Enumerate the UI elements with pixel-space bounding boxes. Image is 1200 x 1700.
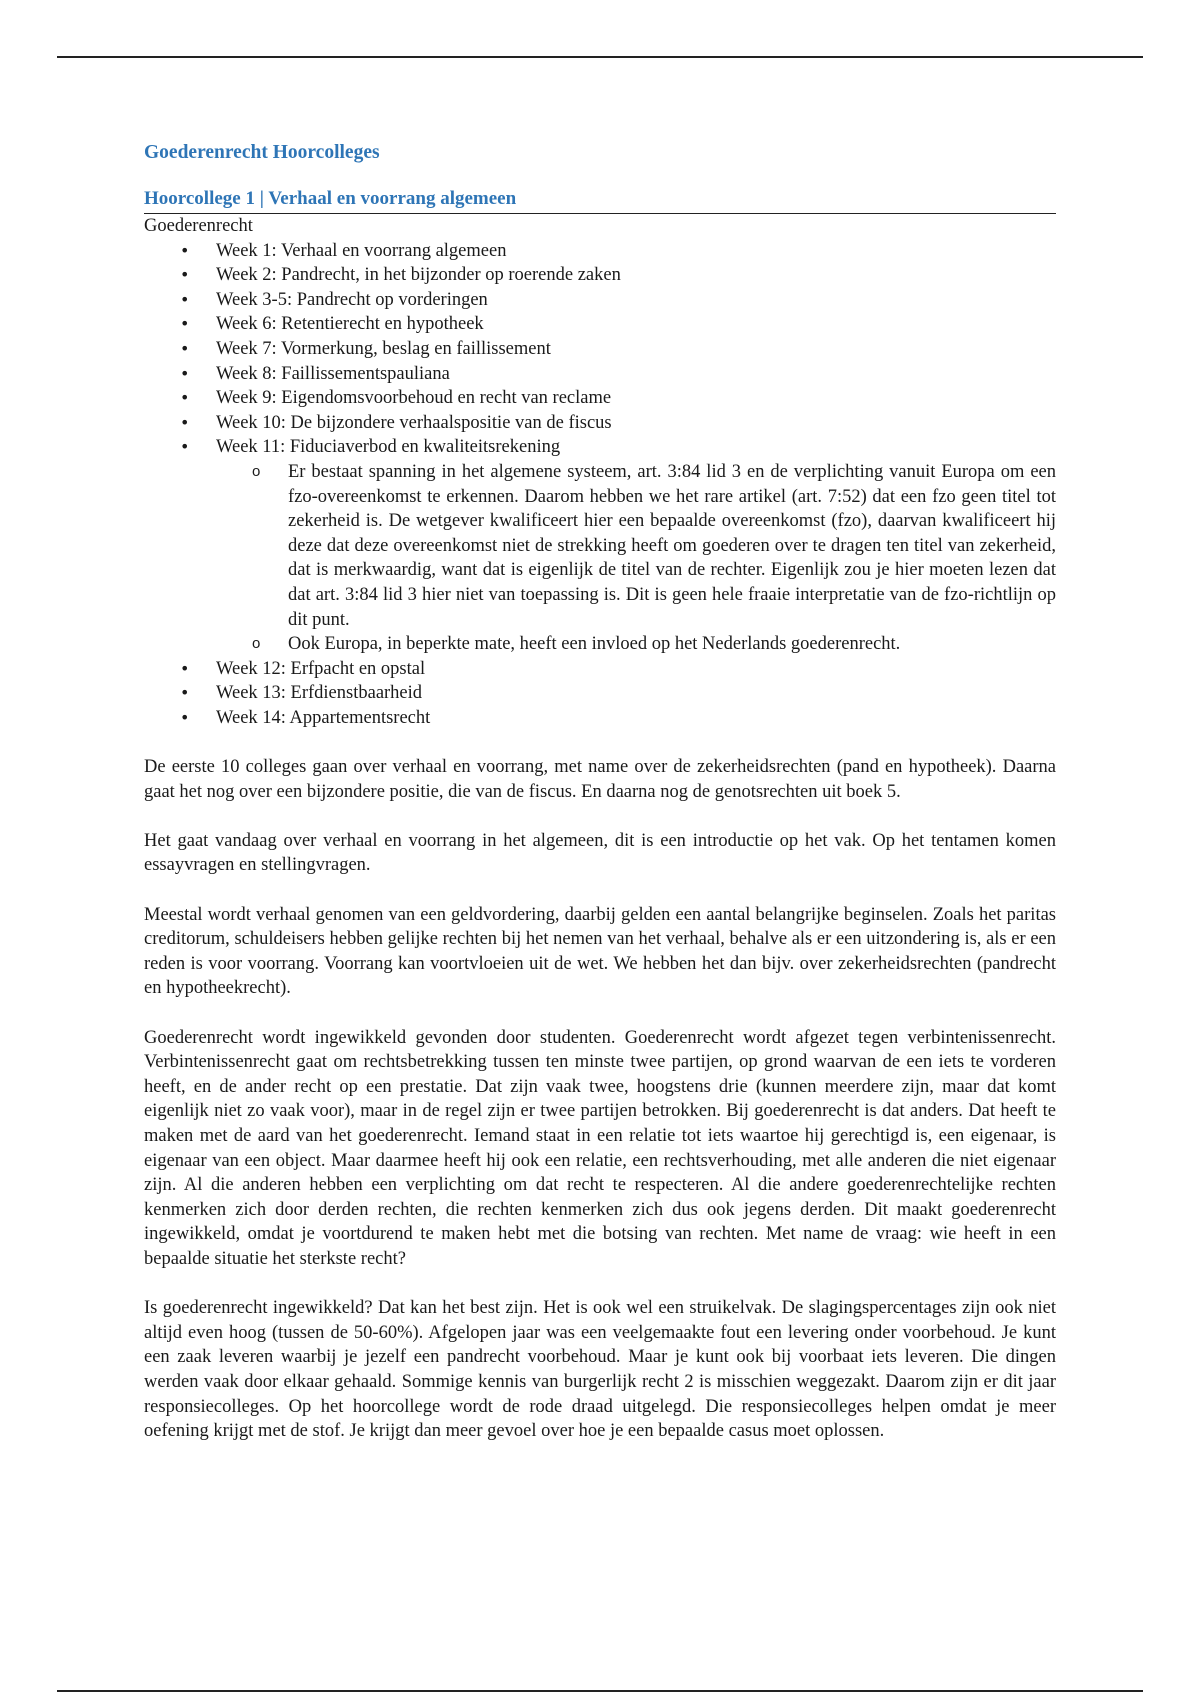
list-item-week-11 xyxy=(216,435,1056,656)
list-item: • Week 14: Appartementsrecht xyxy=(216,706,1056,731)
list-item: • Week 6: Retentierecht en hypotheek xyxy=(216,312,1056,337)
document-title: Goederenrecht Hoorcolleges xyxy=(144,142,380,163)
paragraph: Het gaat vandaag over verhaal en voorrang in het algemeen, dit is een introductie op het vak. Op het tentamen komen essayvragen en stellingvragen. xyxy=(144,830,1056,876)
list-item: • Week 8: Faillissementspauliana xyxy=(216,362,1056,387)
list-item: • Week 13: Erfdienstbaarheid xyxy=(216,681,1056,706)
document-body xyxy=(144,140,1056,1444)
paragraph: Goederenrecht wordt ingewikkeld gevonden door studenten. Goederenrecht wordt afgezet tegen verbintenissenrecht. Verbintenissenrecht gaat om rechtsbetrekking tussen ten minste twee partijen, op grond waarvan de een iets te vorderen heeft, en de ander recht op een prestatie. Dat zijn vaak twee, hoogstens drie (kunnen meerdere zijn, maar dat komt eigenlijk niet zo vaak voor), maar in de regel zijn er twee partijen betrokken. Bij goederenrecht is dat anders. Dat heeft te maken met de aard van het goederenrecht. Iemand staat in een relatie tot iets waartoe hij gerechtigd is, een eigenaar, is eigenaar van een object. Maar daarmee heeft hij ook een relatie, een rechtsverhouding, met alle anderen die niet eigenaar zijn. Al die anderen hebben een verplichting om dat recht te respecteren. Al die andere goederenrechtelijke rechten kenmerken zich door derden rechten, die rechten kenmerken zich dus ook jegens derden. Dit maakt goederenrecht ingewikkeld, omdat je voortdurend te maken hebt met die botsing van rechten. Met name de vraag: wie heeft in een bepaalde situatie het sterkste recht? xyxy=(144,1027,1056,1269)
intro-label: Goederenrecht xyxy=(144,216,253,236)
list-item: • Week 12: Erfpacht en opstal xyxy=(216,657,1056,682)
week-11-notes xyxy=(216,460,1056,657)
page-bottom-rule xyxy=(57,1690,1143,1692)
list-item: • Week 3-5: Pandrecht op vorderingen xyxy=(216,288,1056,313)
list-item: • Week 2: Pandrecht, in het bijzonder op roerende zaken xyxy=(216,263,1056,288)
list-item: • Week 9: Eigendomsvoorbehoud en recht van reclame xyxy=(216,386,1056,411)
sub-list-item: o Er bestaat spanning in het algemene systeem, art. 3:84 lid 3 en de verplichting vanuit Europa om een fzo-overeenkomst te erkennen. Daarom hebben we het rare artikel (art. 7:52) dat een fzo geen titel tot zekerheid is. De wetgever kwalificeert hier een bepaalde overeenkomst (fzo), daarvan kwalificeert hij deze dat deze overeenkomst niet de strekking heeft om goederen over te dragen ten titel van zekerheid, dat is merkwaardig, want dat is eigenlijk de titel van de rechter. Eigenlijk zou je hier moeten lezen dat dat art. 3:84 lid 3 hier niet van toepassing is. Dit is geen hele fraaie interpretatie van de fzo-richtlijn op dit punt. xyxy=(288,460,1056,632)
list-item: • Week 10: De bijzondere verhaalspositie van de fiscus xyxy=(216,411,1056,436)
week-list xyxy=(144,239,1056,731)
list-item: • Week 7: Vormerkung, beslag en faillissement xyxy=(216,337,1056,362)
paragraph: Is goederenrecht ingewikkeld? Dat kan het best zijn. Het is ook wel een struikelvak. De slagingspercentages zijn ook niet altijd even hoog (tussen de 50-60%). Afgelopen jaar was een veelgemaakte fout een levering onder voorbehoud. Je kunt een zaak leveren waarbij je jezelf een pandrecht voorbehoud. Maar je kunt ook bij voorbaat iets leveren. Die dingen werden vaak door elkaar gehaald. Sommige kennis van burgerlijk recht 2 is misschien weggezakt. Daarom zijn er dit jaar responsiecolleges. Op het hoorcollege wordt de rode draad uitgelegd. Die responsiecolleges helpen omdat je meer oefening krijgt met de stof. Je krijgt dan meer gevoel over hoe je een bepaalde casus moet oplossen. xyxy=(144,1298,1056,1442)
page-top-rule xyxy=(57,56,1143,58)
paragraph: Meestal wordt verhaal genomen van een geldvordering, daarbij gelden een aantal belangrijke beginselen. Zoals het paritas creditorum, schuldeisers hebben gelijke rechten bij het nemen van het verhaal, behalve als er een uitzondering is, als er een reden is voor voorrang. Voorrang kan voortvloeien uit de wet. We hebben het dan bijv. over zekerheidsrechten (pandrecht en hypotheekrecht). xyxy=(144,904,1056,999)
list-item: • Week 1: Verhaal en voorrang algemeen xyxy=(216,239,1056,264)
paragraph: De eerste 10 colleges gaan over verhaal en voorrang, met name over de zekerheidsrechten (pand en hypotheek). Daarna gaat het nog over een bijzondere positie, die van de fiscus. En daarna nog de genotsrechten uit boek 5. xyxy=(144,757,1056,802)
sub-list-item: o Ook Europa, in beperkte mate, heeft een invloed op het Nederlands goederenrecht. xyxy=(288,632,1056,657)
section-heading: Hoorcollege 1 | Verhaal en voorrang algemeen xyxy=(144,186,1056,214)
week-11-label: Week 11: Fiduciaverbod en kwaliteitsrekening xyxy=(216,437,561,458)
